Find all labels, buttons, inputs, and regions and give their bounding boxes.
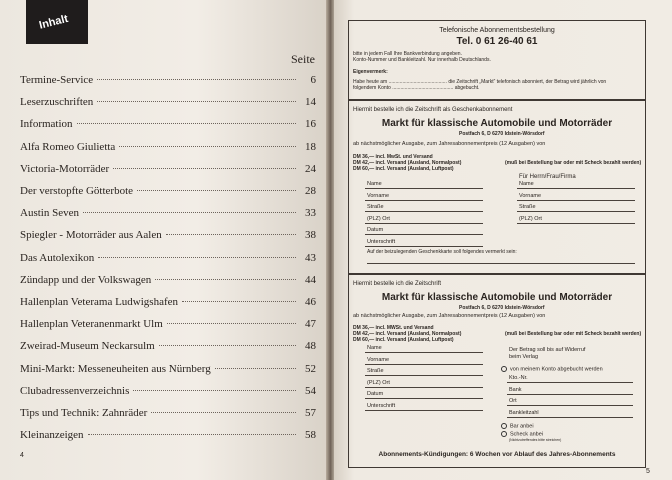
field-label: (PLZ) Ort	[367, 379, 390, 386]
toc-title: Zweirad-Museum Neckarsulm	[20, 340, 155, 353]
toc-entry[interactable]	[20, 385, 316, 397]
field-label: Vorname	[367, 356, 390, 363]
field-label: Straße	[519, 204, 536, 210]
gift-from-text: ab nächstmöglicher Ausgabe, zum Jahresabonnementpreis (12 Ausgaben) von	[353, 141, 546, 147]
toc-leader-dots	[155, 279, 296, 280]
field-input-line[interactable]	[365, 188, 483, 189]
toc-leader-dots	[159, 345, 296, 346]
toc-title: Alfa Romeo Giulietta	[20, 140, 116, 153]
eigenvermerk-label: Eigenvermerk:	[353, 69, 388, 75]
toc-title: Leserzuschriften	[20, 96, 94, 109]
toc-leader-dots	[83, 212, 296, 213]
gift-address: Postfach 6, D 6270 Idstein-Wörsdorf	[459, 131, 545, 137]
field-input-line[interactable]	[365, 223, 483, 224]
toc-title: Kleinanzeigen	[20, 429, 84, 442]
inhalt-tab	[26, 0, 88, 44]
toc-title: Termine-Service	[20, 74, 94, 86]
gift-card-note: Auf der beizulegenden Geschenkkarte soll folgendes vermerkt sein:	[367, 249, 517, 255]
scheck-note: (Nichtzutreffendes bitte streichen)	[509, 438, 562, 442]
toc-page: 48	[305, 340, 316, 353]
toc-entry[interactable]	[20, 429, 316, 441]
gift-price-1: DM 36,— incl. MwSt. und Versand	[353, 154, 433, 160]
left-page	[0, 0, 328, 480]
inhalt-label: Inhalt	[38, 12, 70, 32]
toc-entry[interactable]	[20, 141, 316, 153]
toc-entry[interactable]	[20, 318, 316, 330]
toc-page: 54	[305, 384, 316, 397]
toc-page: 28	[305, 185, 316, 197]
gift-title: Markt für klassische Automobile und Motorräder	[381, 118, 613, 129]
field-input-line[interactable]	[365, 234, 483, 235]
toc-title: Tips und Technik: Zahnräder	[20, 407, 148, 419]
field-label: Straße	[367, 204, 384, 210]
field-input-line[interactable]	[507, 417, 633, 418]
toc-leader-dots	[97, 101, 296, 102]
phone-note-1: bitte in jedem Fall Ihre Bankverbindung angeben.	[353, 51, 462, 57]
toc-leader-dots	[113, 168, 296, 169]
field-label: Datum	[367, 391, 384, 397]
toc-leader-dots	[215, 368, 296, 369]
toc-title: Der verstopfte Götterbote	[20, 185, 134, 197]
eigenvermerk-line-2: folgendem Konto ............................................ abgebucht.	[353, 85, 480, 91]
toc-leader-dots	[98, 257, 296, 258]
field-label: Bankleitzahl	[509, 409, 539, 416]
toc-title: Das Autolexikon	[20, 251, 95, 264]
toc-entry[interactable]	[20, 118, 316, 130]
phone-heading: Telefonische Abonnementsbestellung	[439, 27, 555, 34]
order-price-2: DM 42,— incl. Versand (Ausland, Normalpost)	[353, 331, 462, 337]
field-input-line[interactable]	[517, 200, 635, 201]
field-input-line[interactable]	[365, 410, 483, 411]
field-input-line[interactable]	[517, 188, 635, 189]
toc-page: 58	[305, 429, 316, 442]
toc-leader-dots	[119, 146, 296, 147]
toc-entry[interactable]	[20, 407, 316, 419]
gift-for-label: Für Herrn/Frau/Firma	[519, 174, 576, 180]
toc-entry[interactable]	[20, 185, 316, 197]
toc-entry[interactable]	[20, 274, 316, 286]
order-address: Postfach 6, D 6270 Idstein-Wörsdorf	[459, 305, 545, 311]
right-page	[334, 0, 672, 480]
field-label: (PLZ) Ort	[519, 215, 542, 222]
field-label: Ort	[509, 398, 517, 404]
toc-entry[interactable]	[20, 163, 316, 175]
option-scheck[interactable]	[501, 431, 543, 437]
toc-leader-dots	[137, 190, 296, 191]
toc-leader-dots	[167, 323, 296, 324]
field-label: Datum	[367, 227, 384, 233]
order-payment-note: (muß bei Bestellung bar oder mit Scheck bezahlt werden)	[505, 331, 642, 337]
field-input-line[interactable]	[365, 387, 483, 388]
cancellation-footer: Abonnements-Kündigungen: 6 Wochen vor Ablauf des Jahres-Abonnements	[378, 451, 616, 458]
gift-price-2: DM 42,— incl. Versand (Ausland, Normalpost)	[353, 160, 462, 166]
field-input-line[interactable]	[365, 364, 483, 365]
toc-page: 52	[305, 362, 316, 375]
toc-leader-dots	[133, 390, 296, 391]
gift-subscription-box	[348, 100, 646, 274]
toc-title: Zündapp und der Volkswagen	[20, 273, 152, 286]
toc-page: 46	[305, 296, 316, 308]
toc-entry[interactable]	[20, 229, 316, 241]
konto-radio[interactable]	[501, 366, 507, 372]
phone-note-2: Konto-Nummer und Bankleitzahl. Nur innerhalb Deutschlands.	[353, 57, 491, 63]
field-label: Name	[519, 181, 534, 187]
order-subscription-box	[348, 274, 646, 468]
toc-page: 6	[310, 74, 316, 86]
toc-page: 43	[305, 251, 316, 264]
toc-page: 38	[305, 229, 316, 242]
toc-title: Hallenplan Veteranenmarkt Ulm	[20, 318, 163, 331]
field-input-line[interactable]	[517, 223, 635, 224]
gift-card-line[interactable]	[367, 263, 635, 264]
toc-entry[interactable]	[20, 296, 316, 308]
field-label: Unterschrift	[367, 402, 396, 409]
field-input-line[interactable]	[507, 382, 633, 383]
page-number-right: 5	[646, 468, 650, 475]
debit-text-1: Der Betrag soll bis auf Widerruf	[509, 347, 586, 353]
page-number-left: 4	[20, 452, 24, 459]
order-title: Markt für klassische Automobile und Motorräder	[381, 292, 613, 303]
field-input-line[interactable]	[365, 246, 483, 247]
toc-page: 57	[305, 407, 316, 419]
toc-page: 16	[305, 118, 316, 131]
field-input-line[interactable]	[507, 394, 633, 395]
debit-text-2: beim Verlag	[509, 354, 539, 360]
toc-title: Information	[20, 118, 73, 131]
toc-title: Hallenplan Veterama Ludwigshafen	[20, 296, 179, 308]
toc-page: 24	[305, 162, 316, 175]
toc-leader-dots	[166, 234, 296, 235]
toc-page: 18	[305, 140, 316, 153]
bar-radio[interactable]	[501, 423, 507, 429]
field-label: Vorname	[367, 192, 390, 199]
toc-title: Mini-Markt: Messeneuheiten aus Nürnberg	[20, 362, 211, 375]
toc-leader-dots	[97, 79, 296, 80]
toc-entry[interactable]	[20, 96, 316, 108]
field-input-line[interactable]	[365, 200, 483, 201]
toc-leader-dots	[88, 434, 296, 435]
option-bar[interactable]	[501, 423, 534, 429]
field-label: Name	[367, 345, 382, 351]
option-konto[interactable]	[501, 366, 603, 372]
toc-leader-dots	[182, 301, 296, 302]
toc-entry[interactable]	[20, 252, 316, 264]
field-label: Vorname	[519, 192, 542, 199]
field-input-line[interactable]	[507, 405, 633, 406]
toc-title: Clubadressenverzeichnis	[20, 384, 130, 397]
toc-entry[interactable]	[20, 74, 316, 86]
field-label: Bank	[509, 386, 522, 393]
gift-price-3: DM 60,— incl. Versand (Ausland, Luftpost)	[353, 166, 454, 172]
gift-intro: Hiermit bestelle ich die Zeitschrift als Geschenkabonnement	[353, 107, 513, 113]
phone-order-box	[348, 20, 646, 100]
toc-title: Spiegler - Motorräder aus Aalen	[20, 229, 162, 242]
field-label: Straße	[367, 368, 384, 374]
field-label: Name	[367, 181, 382, 187]
toc-entry[interactable]	[20, 207, 316, 219]
order-price-1: DM 36,— incl. MWSt. und Versand	[353, 325, 434, 331]
order-price-3: DM 60,— incl. Versand (Ausland, Luftpost)	[353, 337, 454, 343]
field-label: (PLZ) Ort	[367, 215, 390, 222]
field-input-line[interactable]	[365, 375, 483, 376]
phone-number: Tel. 0 61 26-40 61	[456, 36, 538, 47]
order-intro: Hiermit bestelle ich die Zeitschrift	[353, 281, 442, 287]
field-input-line[interactable]	[365, 398, 483, 399]
field-label: Unterschrift	[367, 238, 396, 245]
toc-entry[interactable]	[20, 363, 316, 375]
field-input-line[interactable]	[517, 211, 635, 212]
toc-entry[interactable]	[20, 340, 316, 352]
toc-page: 47	[305, 318, 316, 331]
gift-payment-note: (muß bei Bestellung bar oder mit Scheck bezahlt werden)	[505, 160, 642, 166]
toc-title: Victoria-Motorräder	[20, 162, 110, 175]
toc-leader-dots	[77, 123, 296, 124]
field-input-line[interactable]	[365, 211, 483, 212]
toc-title: Austin Seven	[20, 207, 79, 220]
seite-header: Seite	[291, 52, 315, 66]
option-scheck-label: Scheck anbei	[510, 431, 544, 438]
scheck-radio[interactable]	[501, 431, 507, 437]
eigenvermerk-line-1: Habe heute am .......................................... die Zeitschrift „Markt“ telefonisch abonniert, der Betrag wird jährlich von	[353, 79, 607, 85]
toc-page: 33	[305, 207, 316, 220]
order-from-text: ab nächstmöglicher Ausgabe, zum Jahresabonnementpreis (12 Ausgaben) von	[353, 313, 546, 319]
toc-page: 14	[305, 96, 316, 109]
option-konto-label: von meinem Konto abgebucht werden	[510, 366, 603, 373]
toc-page: 44	[305, 273, 316, 286]
toc-leader-dots	[151, 412, 296, 413]
field-input-line[interactable]	[365, 352, 483, 353]
option-bar-label: Bar anbei	[510, 423, 534, 430]
field-label: Kto.-Nr.	[509, 375, 528, 381]
